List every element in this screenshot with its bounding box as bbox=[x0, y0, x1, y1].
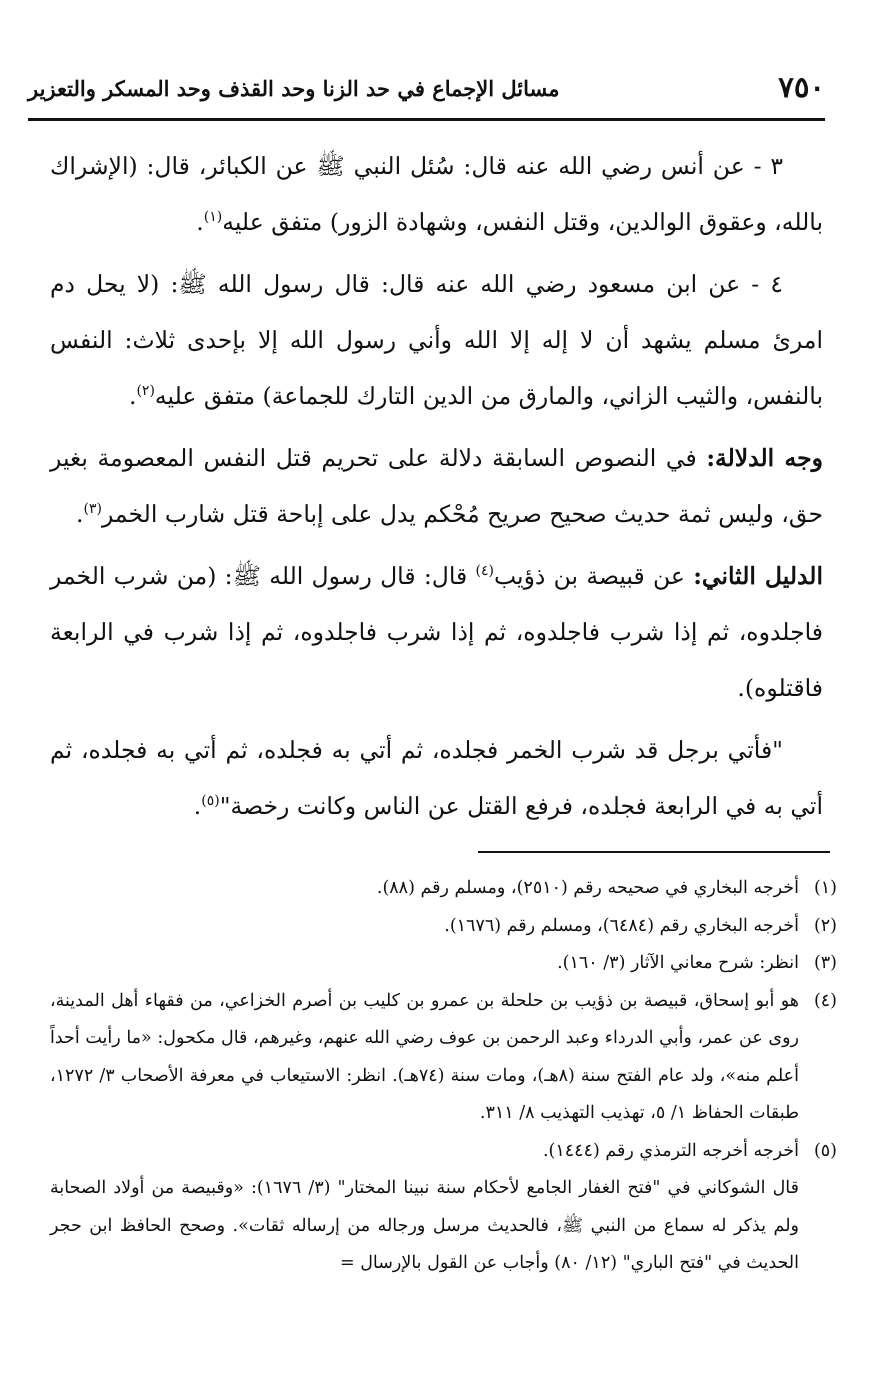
paragraph-text: في النصوص السابقة دلالة على تحريم قتل النفس المعصومة بغير حق، وليس ثمة حديث صحيح صريح مُحْكم يدل على إباحة قتل شارب الخمر bbox=[50, 444, 823, 528]
paragraph-end: . bbox=[196, 208, 204, 236]
paragraph-hadith-4 bbox=[50, 256, 823, 424]
running-title: مسائل الإجماع في حد الزنا وحد القذف وحد المسكر والتعزير bbox=[28, 76, 560, 101]
paragraph-end: . bbox=[193, 792, 202, 820]
paragraph-evidence bbox=[50, 430, 823, 542]
footnote-ref: (٤) bbox=[475, 563, 494, 580]
footnote-ref: (١) bbox=[203, 209, 223, 226]
footnote-number: (١) bbox=[813, 878, 837, 898]
footnote-2 bbox=[50, 908, 837, 946]
paragraph-text: ٤ - عن ابن مسعود رضي الله عنه قال: قال رسول الله ﷺ: (لا يحل دم امرئ مسلم يشهد أن لا إله إلا الله وأني رسول الله إلا بإحدى ثلاث: النفس بالنفس، والثيب الزاني، والمارق من الدين التارك للجماعة) متفق عليه bbox=[50, 270, 823, 410]
main-text bbox=[50, 138, 823, 840]
footnote-5 bbox=[50, 1133, 837, 1171]
page-header bbox=[28, 66, 825, 118]
footnote-text: هو أبو إسحاق، قبيصة بن ذؤيب بن حلحلة بن عمرو بن كليب بن أصرم الخزاعي، من فقهاء أهل المدينة، روى عن عمر، وأبي الدرداء وعبد الرحمن بن عوف رضي الله عنهم، وغيرهم، قال مكحول: «ما رأيت أحداً أعلم منه»، ولد عام الفتح سنة (٨هـ)، ومات سنة (٧٤هـ). انظر: الاستيعاب في معرفة الأصحاب ٣/ ١٢٧٢، طبقات الحفاظ ١/ ٥، تهذيب التهذيب ٨/ ٣١١. bbox=[50, 990, 799, 1123]
footnote-1 bbox=[50, 870, 837, 908]
footnote-number: (٢) bbox=[813, 915, 837, 936]
page-number: ٧٥٠ bbox=[778, 70, 825, 104]
footnote-text: أخرجه البخاري رقم (٦٤٨٤)، ومسلم رقم (١٦٧٦). bbox=[444, 915, 799, 936]
footnote-ref: (٥) bbox=[201, 793, 220, 810]
footnote-text: انظر: شرح معاني الآثار (٣/ ١٦٠). bbox=[557, 953, 799, 973]
paragraph-narration bbox=[50, 722, 823, 834]
paragraph-second-proof bbox=[50, 548, 823, 716]
paragraph-text: عن قبيصة بن ذؤيب bbox=[493, 562, 694, 590]
section-label: الدليل الثاني: bbox=[693, 562, 824, 590]
footnote-text: أخرجه أخرجه الترمذي رقم (١٤٤٤). bbox=[542, 1140, 799, 1161]
footnote-separator bbox=[478, 851, 830, 853]
footnote-ref: (٣) bbox=[83, 501, 102, 518]
footnote-ref: (٢) bbox=[136, 383, 155, 400]
footnotes bbox=[50, 870, 837, 1283]
footnote-number: (٤) bbox=[813, 990, 837, 1011]
paragraph-text: "فأتي برجل قد شرب الخمر فجلده، ثم أتي به فجلده، ثم أتي به فجلده، ثم أتي به في الرابعة فجلده، فرفع القتل عن الناس وكانت رخصة" bbox=[50, 736, 823, 820]
footnote-text: أخرجه البخاري في صحيحه رقم (٢٥١٠)، ومسلم رقم (٨٨). bbox=[376, 878, 799, 898]
paragraph-hadith-3 bbox=[50, 138, 823, 250]
section-label: وجه الدلالة: bbox=[706, 444, 823, 472]
paragraph-end: . bbox=[75, 500, 84, 528]
footnote-number: (٥) bbox=[813, 1140, 837, 1161]
footnote-5-continuation: قال الشوكاني في "فتح الغفار الجامع لأحكام سنة نبينا المختار" (٣/ ١٦٧٦): «وقبيصة من أولاد الصحابة ولم يذكر له سماع من النبي ﷺ، فالحديث مرسل ورجاله من إرساله ثقات». وصحح الحافظ ابن حجر الحديث في "فتح الباري" (١٢/ ٨٠) وأجاب عن القول بالإرسال = bbox=[50, 1178, 799, 1273]
footnote-3 bbox=[50, 945, 837, 983]
paragraph-text: قال: قال رسول الله ﷺ: (من شرب الخمر فاجلدوه، ثم إذا شرب فاجلدوه، ثم إذا شرب فاجلدوه، ثم إذا شرب في الرابعة فاقتلوه). bbox=[50, 562, 823, 702]
paragraph-text: ٣ - عن أنس رضي الله عنه قال: سُئل النبي ﷺ عن الكبائر، قال: (الإشراك بالله، وعقوق الوالدين، وقتل النفس، وشهادة الزور) متفق عليه bbox=[50, 152, 823, 236]
footnote-4 bbox=[50, 983, 837, 1133]
header-rule bbox=[28, 118, 825, 121]
footnote-number: (٣) bbox=[813, 953, 837, 973]
paragraph-end: . bbox=[128, 382, 137, 410]
